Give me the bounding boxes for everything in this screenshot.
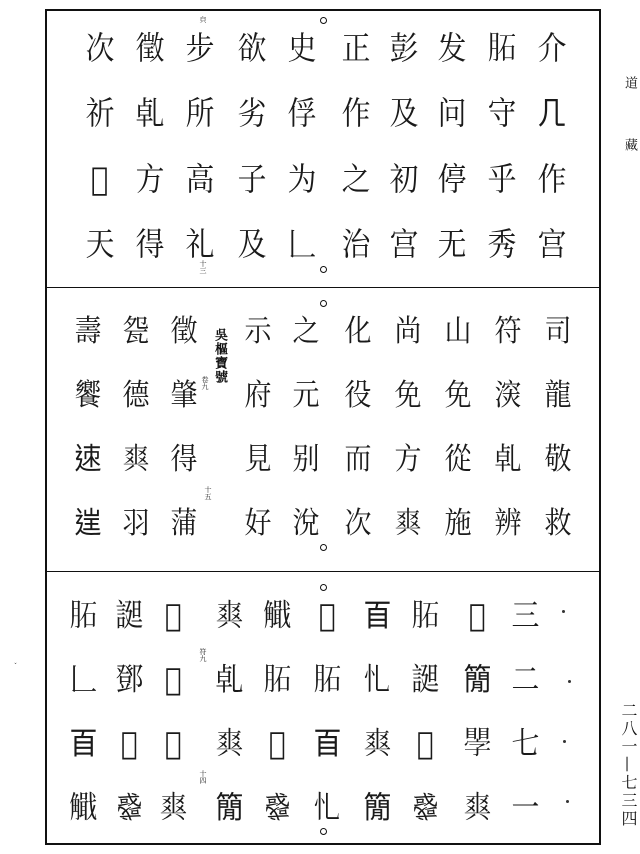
glyph: 𠃊	[287, 224, 317, 263]
glyph: 𤕤	[463, 790, 491, 826]
glyph: 𠘧	[537, 94, 567, 133]
glyph: 龍	[544, 378, 572, 413]
glyph: 役	[344, 378, 372, 413]
glyph: 守	[487, 94, 517, 133]
glyph: 救	[544, 506, 572, 541]
p1-column-8	[430, 28, 474, 264]
glyph: 𦣻	[69, 726, 97, 762]
margin-top-label: 道	[622, 76, 637, 89]
glyph: 𨓏	[74, 506, 102, 541]
glyph: 正	[341, 29, 371, 67]
glyph: 所	[185, 94, 215, 133]
glyph: 宫	[537, 224, 567, 263]
glyph: 而	[344, 442, 372, 477]
glyph: 𤕤	[363, 726, 391, 762]
p2-column-6	[336, 312, 380, 544]
p3-column-1	[62, 596, 104, 828]
p2-column-1	[66, 312, 110, 544]
p1-column-3	[178, 28, 222, 264]
glyph: 次	[344, 506, 372, 541]
glyph: 及	[237, 224, 267, 263]
glyph: 为	[287, 159, 317, 198]
glyph: 七	[511, 726, 539, 762]
glyph: 𢨋	[115, 790, 143, 826]
glyph: 得	[170, 442, 198, 477]
glyph: 𧩙	[115, 598, 143, 634]
glyph: 宫	[389, 224, 419, 263]
p1-column-1	[78, 28, 122, 264]
p3-column-2	[108, 596, 150, 828]
glyph: 𢖪	[313, 790, 341, 826]
glyph: 天	[85, 224, 115, 263]
glyph: 𦚈	[263, 662, 291, 698]
p2-column-5	[284, 312, 328, 544]
glyph: 欲	[237, 29, 267, 67]
glyph: 免	[394, 378, 422, 413]
p1-column-7	[382, 28, 426, 264]
glyph: 司	[544, 314, 572, 349]
glyph: 𤼵	[91, 159, 109, 198]
margin-tick: ˇ	[14, 663, 17, 670]
glyph: 壽	[74, 314, 102, 349]
glyph: 𧩙	[411, 662, 439, 698]
glyph: 作	[341, 94, 371, 133]
glyph: 祈	[85, 94, 115, 133]
glyph: 𣏮	[120, 726, 138, 762]
marker-circle	[320, 266, 327, 273]
glyph: 𤕤	[159, 790, 187, 826]
glyph: 㼝	[122, 314, 150, 349]
p2-column-7	[386, 312, 430, 544]
glyph: 𨒪	[74, 442, 102, 477]
glyph: 羽	[122, 506, 150, 541]
p3-column-10	[504, 596, 546, 828]
glyph: 𢖪	[363, 662, 391, 698]
glyph: 敬	[544, 442, 572, 477]
glyph: 肇	[170, 378, 198, 413]
glyph: 𥊐	[463, 726, 491, 762]
glyph: 方	[135, 159, 165, 198]
glyph: 发	[437, 29, 467, 67]
glyph: 𥳑	[215, 790, 243, 826]
glyph: 𧥄	[263, 598, 291, 634]
p1-column-5	[280, 28, 324, 264]
glyph: 𦚈	[411, 598, 439, 634]
glyph: 劣	[237, 94, 267, 133]
glyph: 徵	[170, 314, 198, 349]
panel-2-note-mid: 十五	[204, 486, 212, 500]
p3-column-5	[256, 596, 298, 828]
glyph: 初	[389, 159, 419, 198]
glyph: 介	[537, 29, 567, 67]
glyph: 鄧	[115, 662, 143, 698]
glyph: 𢨋	[411, 790, 439, 826]
glyph: 𦚈	[487, 29, 517, 67]
glyph: 免	[444, 378, 472, 413]
glyph: 𦒳	[268, 726, 286, 762]
p1-column-4	[230, 28, 274, 264]
glyph: 𤕤	[122, 442, 150, 477]
p3-column-8	[404, 596, 446, 828]
glyph: 乎	[487, 159, 517, 198]
p1-column-2	[128, 28, 172, 264]
glyph: 𠃵	[135, 94, 165, 133]
glyph: 示	[244, 314, 272, 349]
panel-divider-2	[45, 571, 601, 572]
glyph: 𤕤	[215, 726, 243, 762]
glyph: 子	[237, 159, 267, 198]
margin-side-label: 藏	[622, 138, 637, 151]
glyph: 礼	[185, 224, 215, 263]
stroke-mark	[562, 610, 565, 613]
p3-column-3	[152, 596, 194, 828]
glyph: 高	[185, 159, 215, 198]
glyph: 𥳑	[363, 790, 391, 826]
glyph: 元	[292, 378, 320, 413]
glyph: 之	[341, 159, 371, 198]
p3-column-7	[356, 596, 398, 828]
glyph: 化	[344, 314, 372, 349]
panel-3-note-mid: 符九	[199, 648, 207, 662]
glyph: 二	[511, 662, 539, 698]
glyph: 别	[292, 442, 320, 477]
glyph: 𤼵	[416, 726, 434, 762]
glyph: 步	[185, 29, 215, 67]
marker-circle	[320, 584, 327, 591]
stroke-mark	[568, 680, 571, 683]
panel-1-note-top: 㒵	[199, 16, 207, 23]
glyph: 史	[287, 29, 317, 67]
stroke-mark	[563, 740, 566, 743]
glyph: 𠃵	[215, 662, 243, 698]
glyph: 𦚈	[313, 662, 341, 698]
glyph: 俘	[287, 94, 317, 133]
p3-column-6	[306, 596, 348, 828]
glyph: 秀	[487, 224, 517, 263]
p3-column-9	[456, 596, 498, 828]
glyph: 彭	[389, 29, 419, 67]
glyph: 𥳑	[463, 662, 491, 698]
glyph: 𣏮	[164, 598, 182, 634]
glyph: 涗	[292, 506, 320, 541]
glyph: 𦣻	[363, 598, 391, 634]
glyph: 三	[511, 598, 539, 634]
p1-column-10	[530, 28, 574, 264]
glyph: 施	[444, 506, 472, 541]
glyph: 𠃊	[69, 662, 97, 698]
glyph: 𤼵	[318, 598, 336, 634]
glyph: 府	[244, 378, 272, 413]
glyph: 從	[444, 442, 472, 477]
glyph: 德	[122, 378, 150, 413]
glyph: 𢨋	[263, 790, 291, 826]
glyph: 作	[537, 159, 567, 198]
marker-circle	[320, 17, 327, 24]
glyph: 徵	[135, 29, 165, 67]
glyph: 问	[437, 94, 467, 133]
glyph: 治	[341, 224, 371, 263]
p2-column-4	[236, 312, 280, 544]
marker-circle	[320, 544, 327, 551]
panel-2-title-note: 卷九	[201, 376, 209, 390]
p1-column-6	[334, 28, 378, 264]
glyph: 次	[85, 29, 115, 67]
glyph: 符	[494, 314, 522, 349]
glyph: 𦒳	[164, 662, 182, 698]
glyph: 及	[389, 94, 419, 133]
glyph: 㴱	[494, 378, 522, 413]
glyph: 山	[444, 314, 472, 349]
p1-column-9	[480, 28, 524, 264]
glyph: 𦣻	[313, 726, 341, 762]
glyph: 𧥄	[69, 790, 97, 826]
glyph: 𦒳	[468, 598, 486, 634]
glyph: 𤕤	[215, 598, 243, 634]
glyph: 无	[437, 224, 467, 263]
glyph: 見	[244, 442, 272, 477]
glyph: 得	[135, 224, 165, 263]
glyph: 之	[292, 314, 320, 349]
glyph: 蒲	[170, 506, 198, 541]
marker-circle	[320, 300, 327, 307]
panel-1-note-bottom: 十三	[199, 260, 207, 274]
panel-3-note-low: 十四	[199, 770, 207, 784]
p2-column-8	[436, 312, 480, 544]
glyph: 𤕤	[394, 506, 422, 541]
glyph: 饗	[74, 378, 102, 413]
p2-column-3	[162, 312, 206, 544]
glyph: 𤼵	[164, 726, 182, 762]
page-number: 二八一—七三四	[619, 702, 638, 828]
stroke-mark	[566, 800, 569, 803]
marker-circle	[320, 828, 327, 835]
p2-column-2	[114, 312, 158, 544]
glyph: 停	[437, 159, 467, 198]
p2-column-9	[486, 312, 530, 544]
glyph: 好	[244, 506, 272, 541]
p2-column-10	[536, 312, 580, 544]
glyph: 辨	[494, 506, 522, 541]
panel-divider-1	[45, 287, 601, 288]
panel-2-title: 吳樞寶號	[212, 328, 227, 384]
glyph: 方	[394, 442, 422, 477]
p3-column-4	[208, 596, 250, 828]
glyph: 尚	[394, 314, 422, 349]
glyph: 一	[511, 790, 539, 826]
glyph: 𦚈	[69, 598, 97, 634]
glyph: 𠃵	[494, 442, 522, 477]
